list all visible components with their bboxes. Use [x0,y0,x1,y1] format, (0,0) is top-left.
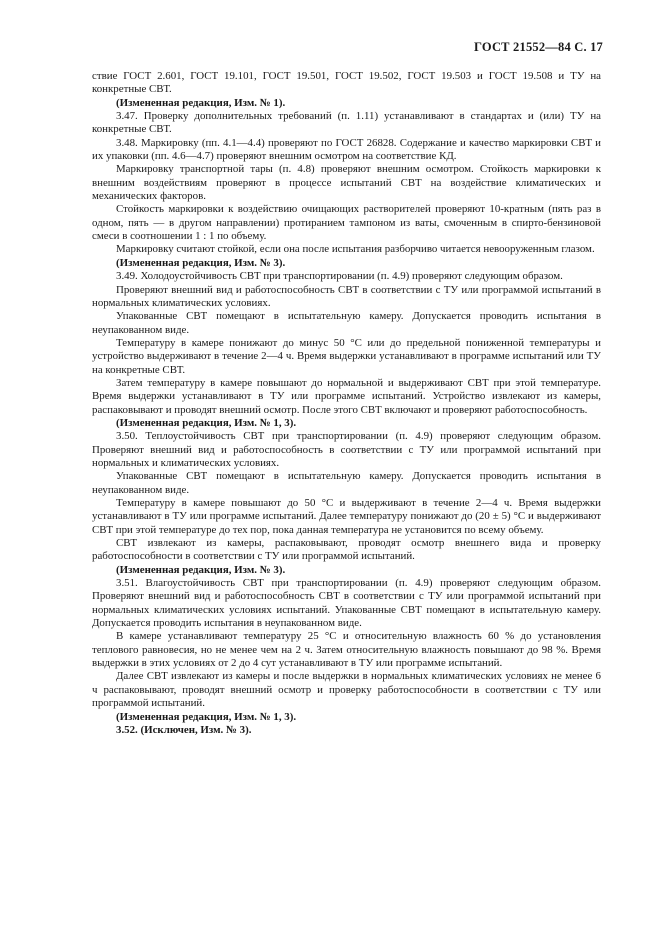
clause-3-48: 3.48. Маркировку (пп. 4.1—4.4) проверяют по ГОСТ 26828. Содержание и качество маркировки СВТ и их упаковки (пп. 4.6—4.7) проверяют внешним осмотром на соответствие КД. [92,136,601,163]
paragraph: СВТ извлекают из камеры, распаковывают, проводят осмотр внешнего вида и проверку работоспособности в соответствии с ТУ или программой испытаний. [92,537,601,563]
clause-3-52: 3.52. (Исключен, Изм. № 3). [116,723,252,736]
paragraph: Маркировку транспортной тары (п. 4.8) проверяют внешним осмотром. Стойкость маркировки к внешним воздействиям проверяют в процессе испытаний СВТ на воздействие климатических и механических факторов. [92,163,601,203]
paragraph: Температуру в камере понижают до минус 50 °С или до предельной пониженной температуры и устройство выдерживают в течение 2—4 ч. Время выдержки устанавливают в программе испытаний или ТУ на конкретные СВТ. [92,336,601,376]
clause-3-50: 3.50. Теплоустойчивость СВТ при транспортировании (п. 4.9) проверяют следующим образом. Проверяют внешний вид и работоспособность в соответствии с ТУ или программой испытаний при нормальных и климатических условиях. [92,430,601,469]
paragraph: Далее СВТ извлекают из камеры и после выдержки в нормальных климатических условиях не менее 6 ч распаковывают, проводят внешний осмотр и проверку работоспособности в соответствии с ТУ или программой испытаний. [92,670,601,710]
paragraph: Затем температуру в камере повышают до нормальной и выдерживают СВТ при этой температуре. Время выдержки устанавливают в ТУ или программе испытаний. Устройство извлекают из камеры, распаковывают и проводят внешний осмотр. После этого СВТ включают и проверяют работоспособность. [92,376,601,416]
paragraph: Температуру в камере повышают до 50 °С и выдерживают в течение 2—4 ч. Время выдержки устанавливают в ТУ или программе испытаний. Далее температуру понижают до (20 ± 5) °С и выдерживают СВТ при этой температуре до тех пор, пока данная температура не установится по всему объему. [92,497,601,536]
edition-note: (Измененная редакция, Изм. № 1). [116,96,286,109]
paragraph: В камере устанавливают температуру 25 °С и относительную влажность 60 % до установления теплового равновесия, но не менее чем на 2 ч. Затем относительную влажность повышают до 98 %. Время выдержки в этих условиях от 2 до 4 сут устанавливают в ТУ или программе испытаний. [92,630,601,670]
paragraph: Упакованные СВТ помещают в испытательную камеру. Допускается проводить испытания в неупакованном виде. [92,310,601,336]
clause-3-49: 3.49. Холодоустойчивость СВТ при транспортировании (п. 4.9) проверяют следующим образом. [116,270,563,283]
paragraph: Упакованные СВТ помещают в испытательную камеру. Допускается проводить испытания в неупакованном виде. [92,470,601,496]
page-header: ГОСТ 21552—84 С. 17 [474,40,603,54]
paragraph: Проверяют внешний вид и работоспособность СВТ в соответствии с ТУ или программой испытаний в нормальных климатических условиях. [92,283,601,309]
paragraph: Маркировку считают стойкой, если она после испытания разборчиво читается невооруженным глазом. [116,243,595,256]
clause-3-47: 3.47. Проверку дополнительных требований (п. 1.11) устанавливают в стандартах и (или) ТУ на конкретные СВТ. [92,110,601,136]
paragraph-continuation: ствие ГОСТ 2.601, ГОСТ 19.101, ГОСТ 19.501, ГОСТ 19.502, ГОСТ 19.503 и ГОСТ 19.508 и ТУ на конкретные СВТ. [92,70,601,96]
edition-note: (Измененная редакция, Изм. № 1, 3). [116,416,297,429]
paragraph: Стойкость маркировки к воздействию очищающих растворителей проверяют 10-кратным (пять раз в одном, пять — в другом направлении) протиранием тампоном из ваты, смоченным в спирто-бензиновой смеси в соотношении 1 : 1 по объему. [92,203,601,243]
document-body [92,70,601,737]
edition-note: (Измененная редакция, Изм. № 1, 3). [116,710,297,723]
edition-note: (Измененная редакция, Изм. № 3). [116,563,286,576]
clause-3-51: 3.51. Влагоустойчивость СВТ при транспортировании (п. 4.9) проверяют следующим образом. Проверяют внешний вид и работоспособность СВТ в соответствии с ТУ или программой испытаний при нормальных климатических условиях испытаний. Упакованные СВТ помещают в испытательную камеру. Допускается проводить испытания в неупакованном виде. [92,577,601,630]
edition-note: (Измененная редакция, Изм. № 3). [116,256,286,269]
